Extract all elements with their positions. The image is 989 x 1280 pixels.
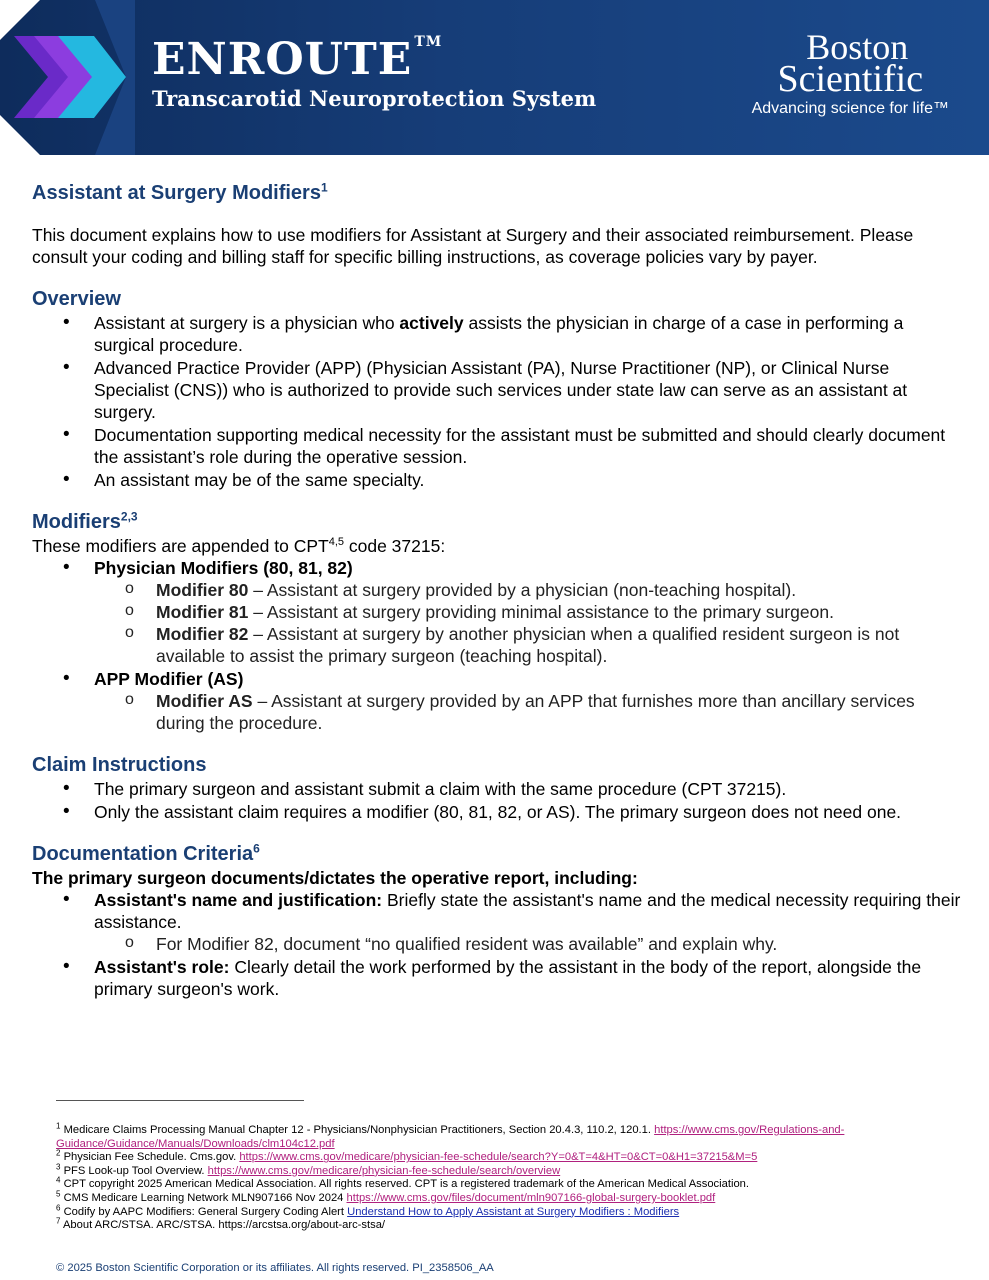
modifiers-intro: These modifiers are appended to CPT$^{4,5}$ code 37215: — [32, 536, 446, 556]
enroute-chevron-logo-icon — [0, 0, 135, 155]
list-item: • Only the assistant claim requires a modifier (80, 81, 82, or AS). The primary surgeon does not need one. — [94, 801, 967, 823]
footnote-5-link[interactable]: https://www.cms.gov/files/document/mln907166-global-surgery-booklet.pdf — [346, 1191, 716, 1204]
list-item: • Assistant's role: Clearly detail the work performed by the assistant in the body of the report, alongside the primary surgeon's work. — [94, 956, 967, 1000]
modifiers-heading: Modifiers$^{2,3}$ — [32, 509, 138, 533]
documentation-lead: The primary surgeon documents/dictates the operative report, including: — [32, 868, 638, 888]
overview-list — [32, 312, 967, 491]
documentation-heading: Documentation Criteria$^6$ — [32, 841, 260, 865]
footnote-6-link[interactable]: Understand How to Apply Assistant at Surgery Modifiers : Modifiers — [347, 1205, 680, 1218]
claim-heading: Claim Instructions — [32, 754, 207, 776]
list-item: o Modifier AS – Assistant at surgery provided by an APP that furnishes more than ancillary services during the procedure. — [156, 690, 967, 734]
footnote-4: $^4$ CPT copyright 2025 American Medical Association. All rights reserved. CPT is a registered trademark of the American Medical Association. — [56, 1175, 750, 1191]
footnote-2: $^2$ Physician Fee Schedule. Cms.gov. https://www.cms.gov/medicare/physician-fee-schedule/search?Y=0&T=4&HT=0&CT=0&H1=37215&M=5 — [56, 1148, 758, 1164]
header-banner — [0, 0, 989, 155]
copyright-notice: © 2025 Boston Scientific Corporation or its affiliates. All rights reserved. PI_2358506_AA — [56, 1262, 494, 1274]
intro-paragraph: This document explains how to use modifiers for Assistant at Surgery and their associated reimbursement. Please consult your coding and billing staff for specific billing instructions, as coverage policies vary by payer. — [32, 225, 914, 267]
footnote-1-link[interactable]: https://www.cms.gov/Regulations-and-Guidance/Guidance/Manuals/Downloads/clm104c12.pdf — [56, 1124, 845, 1150]
company-tagline: Advancing science for life™ — [751, 100, 949, 117]
company-line1: Boston — [806, 27, 909, 67]
list-item: • An assistant may be of the same specialty. — [94, 469, 967, 491]
footnote-6: $^6$ Codify by AAPC Modifiers: General Surgery Coding Alert Understand How to Apply Assistant at Surgery Modifiers : Modifiers — [56, 1202, 680, 1218]
documentation-sublist — [94, 933, 967, 955]
page-title: Assistant at Surgery Modifiers$^1$ — [32, 180, 328, 204]
modifiers-list — [32, 557, 967, 734]
product-name: ENROUTE ™ — [152, 34, 443, 85]
list-item: • Physician Modifiers (80, 81, 82) o Modifier 80 – Assistant at surgery provided by a physician (non-teaching hospital). o Modifier 81 – Assistant at surgery providing minimal assistance to the primary surgeon. o Modifier 82 – Assistant at surgery by another physician when a qualified resident surgeon is not available to assist the primary surgeon (teaching hospital). — [94, 557, 967, 667]
list-item: o Modifier 82 – Assistant at surgery by another physician when a qualified resident surgeon is not available to assist the primary surgeon (teaching hospital). — [156, 623, 967, 667]
document-body — [32, 180, 967, 1001]
list-item: o Modifier 80 – Assistant at surgery provided by a physician (non-teaching hospital). — [156, 579, 967, 601]
company-line2: Scientific — [777, 58, 924, 100]
footnote-3-link[interactable]: https://www.cms.gov/medicare/physician-fee-schedule/search/overview — [207, 1164, 561, 1177]
footnote-1: $^1$ Medicare Claims Processing Manual Chapter 12 - Physicians/Nonphysician Practitioners, Section 20.4.3, 110.2, 120.1. https://www.cms.gov/Regulations-and-Guidance/Guidance/Manuals/Downloads/clm104c12.pdf — [56, 1121, 845, 1150]
footnote-5: $^5$ CMS Medicare Learning Network MLN907166 Nov 2024 https://www.cms.gov/files/document/mln907166-global-surgery-booklet.pdf — [56, 1189, 716, 1204]
footnote-3: $^3$ PFS Look-up Tool Overview. https://www.cms.gov/medicare/physician-fee-schedule/search/overview — [56, 1162, 561, 1177]
footnote-2-link[interactable]: https://www.cms.gov/medicare/physician-fee-schedule/search?Y=0&T=4&HT=0&CT=0&H1=37215&M=5 — [239, 1151, 758, 1164]
app-modifier-list — [94, 690, 967, 734]
claim-list — [32, 778, 967, 823]
list-item: • Advanced Practice Provider (APP) (Physician Assistant (PA), Nurse Practitioner (NP), or Clinical Nurse Specialist (CNS)) who is authorized to provide such services under state law can serve as an assistant at surgery. — [94, 357, 967, 423]
physician-modifier-list — [94, 579, 967, 667]
list-item: • APP Modifier (AS) o Modifier AS – Assistant at surgery provided by an APP that furnishes more than ancillary services during the procedure. — [94, 668, 967, 734]
overview-heading: Overview — [32, 288, 121, 310]
product-subtitle: Transcarotid Neuroprotection System — [152, 86, 597, 111]
footnote-7: $^7$ About ARC/STSA. ARC/STSA. https://arcstsa.org/about-arc-stsa/ — [56, 1216, 386, 1232]
list-item: o For Modifier 82, document “no qualified resident was available” and explain why. — [156, 933, 967, 955]
documentation-list — [32, 889, 967, 1000]
list-item: o Modifier 81 – Assistant at surgery providing minimal assistance to the primary surgeon. — [156, 601, 967, 623]
footnotes — [56, 1121, 936, 1233]
boston-scientific-logo — [751, 27, 949, 118]
list-item: • The primary surgeon and assistant submit a claim with the same procedure (CPT 37215). — [94, 778, 967, 800]
list-item: • Assistant's name and justification: Briefly state the assistant's name and the medical necessity requiring their assistance. o For Modifier 82, document “no qualified resident was available” and explain why. — [94, 889, 967, 955]
list-item: • Assistant at surgery is a physician who actively assists the physician in charge of a case in performing a surgical procedure. — [94, 312, 967, 356]
list-item: • Documentation supporting medical necessity for the assistant must be submitted and should clearly document the assistant’s role during the operative session. — [94, 424, 967, 468]
footnote-divider — [56, 1100, 304, 1101]
